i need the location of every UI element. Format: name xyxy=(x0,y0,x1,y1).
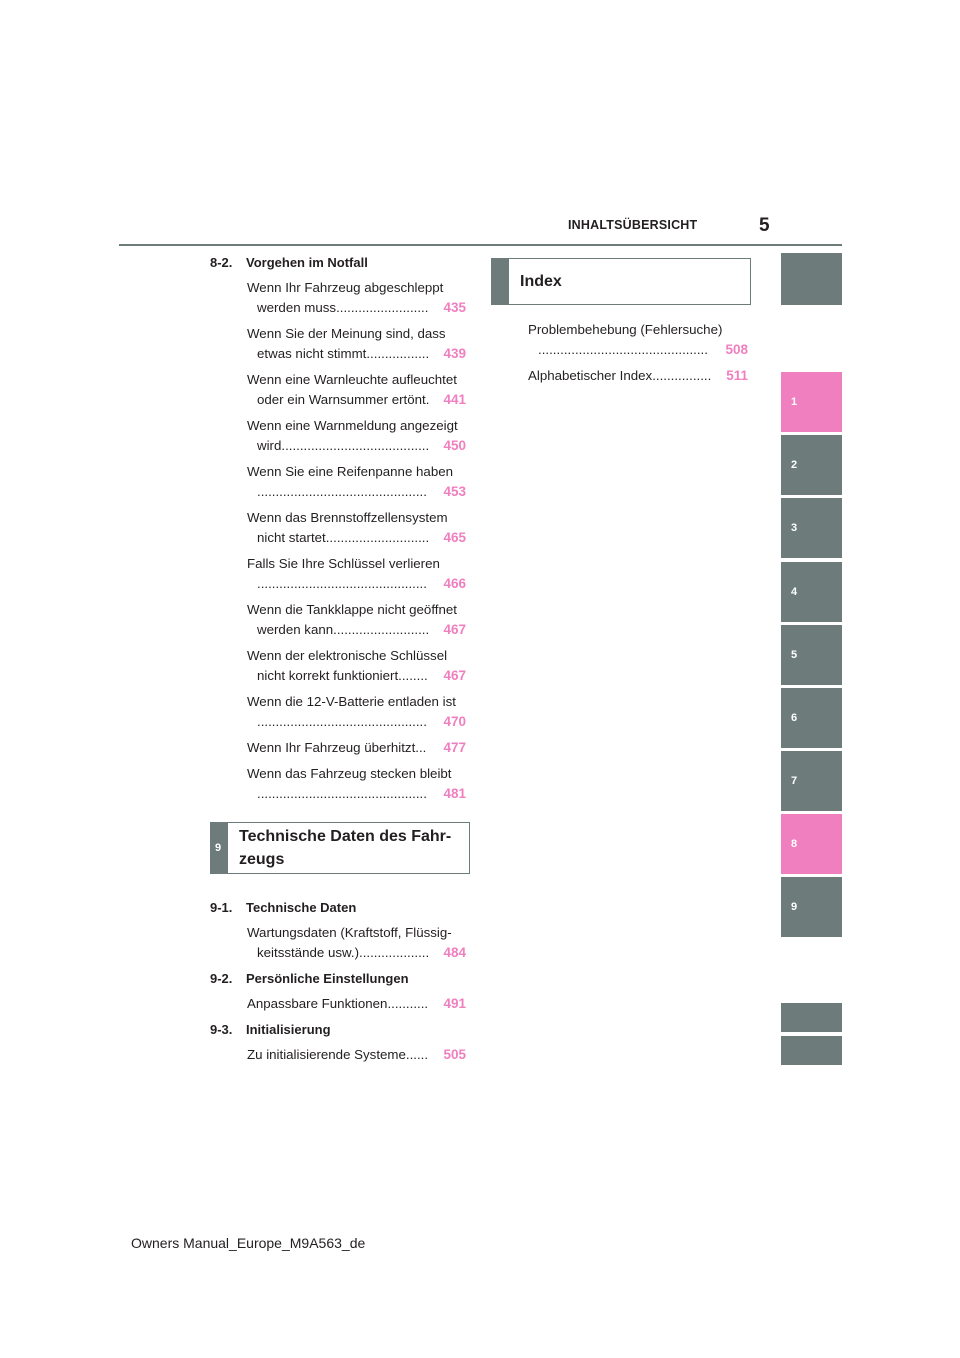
entry-text: Wenn das Brennstoffzellensystem xyxy=(247,510,448,525)
toc-entry[interactable] xyxy=(247,738,466,758)
section-title: Vorgehen im Notfall xyxy=(246,255,368,270)
dot-leader: ................... xyxy=(359,945,430,960)
entry-text: Wenn die Tankklappe nicht geöffnet xyxy=(247,602,457,617)
page-link[interactable]: 491 xyxy=(443,996,466,1011)
toc-entry[interactable] xyxy=(247,994,466,1014)
chapter-number: 9 xyxy=(215,842,222,854)
entry-text-cont: Wenn Ihr Fahrzeug überhitzt xyxy=(247,740,416,755)
chapter-tab-label: 2 xyxy=(791,459,798,471)
dot-leader: .............................................. xyxy=(257,484,427,499)
toc-entry[interactable] xyxy=(247,416,466,456)
dot-leader: ........ xyxy=(398,668,428,683)
entry-text: Problembehebung (Fehlersuche) xyxy=(528,322,723,337)
page-link[interactable]: 484 xyxy=(443,945,466,960)
entry-text-cont: etwas nicht stimmt xyxy=(257,346,367,361)
page-number: 5 xyxy=(759,215,770,236)
section-title: Initialisierung xyxy=(246,1022,331,1037)
dot-leader: ................ xyxy=(652,368,712,383)
header-rule xyxy=(119,244,842,246)
section-number: 9-1. xyxy=(210,900,233,915)
section-number: 8-2. xyxy=(210,255,233,270)
entry-text-cont: nicht korrekt funktioniert xyxy=(257,668,399,683)
entry-text-cont: Anpassbare Funktionen xyxy=(247,996,388,1011)
chapter-tab-8[interactable] xyxy=(781,814,842,874)
chapter-tab-4[interactable] xyxy=(781,562,842,622)
toc-entry[interactable] xyxy=(247,600,466,640)
chapter-tab-blank[interactable] xyxy=(781,1036,842,1065)
entry-text-cont: Alphabetischer Index xyxy=(528,368,653,383)
section-number: 9-2. xyxy=(210,971,233,986)
chapter-tab-9[interactable] xyxy=(781,877,842,937)
section-number: 9-3. xyxy=(210,1022,233,1037)
chapter-title xyxy=(239,825,451,871)
toc-entry[interactable] xyxy=(247,646,466,686)
entry-text-cont: nicht startet xyxy=(257,530,326,545)
toc-entry[interactable] xyxy=(247,462,466,502)
entry-text: Wenn die 12-V-Batterie entladen ist xyxy=(247,694,456,709)
toc-entry[interactable] xyxy=(247,554,466,594)
toc-entry[interactable] xyxy=(247,324,466,364)
chapter-tab-blank[interactable] xyxy=(781,1003,842,1032)
page-link[interactable]: 453 xyxy=(443,484,466,499)
chapter-tab-label: 6 xyxy=(791,712,798,724)
dot-leader: ...... xyxy=(405,1047,429,1062)
dot-leader: .............................................. xyxy=(538,342,708,357)
chapter-tab-label: 7 xyxy=(791,775,798,787)
section-heading xyxy=(210,898,470,917)
chapter-tab-7[interactable] xyxy=(781,751,842,811)
dot-leader: .............................................. xyxy=(257,714,427,729)
chapter-9-marker xyxy=(211,823,228,873)
footer-text: Owners Manual_Europe_M9A563_de xyxy=(131,1235,366,1251)
right-column xyxy=(528,320,750,392)
dot-leader: .............................................. xyxy=(257,786,427,801)
page-link[interactable]: 450 xyxy=(443,438,466,453)
entry-text: Wenn Sie eine Reifenpanne haben xyxy=(247,464,454,479)
entry-text: Wenn eine Warnmeldung angezeigt xyxy=(247,418,458,433)
entry-text: Wartungsdaten (Kraftstoff, Flüssig- xyxy=(247,925,452,940)
chapter-tab-label: 1 xyxy=(791,396,798,408)
index-box xyxy=(491,258,751,305)
page-link[interactable]: 511 xyxy=(726,368,748,383)
entry-text: Wenn Ihr Fahrzeug abgeschleppt xyxy=(247,280,444,295)
dot-leader: ................. xyxy=(366,346,430,361)
entry-text: Falls Sie Ihre Schlüssel verlieren xyxy=(247,556,440,571)
section-heading xyxy=(210,253,470,272)
entry-text-cont: oder ein Warnsummer ertönt xyxy=(257,392,426,407)
toc-entry[interactable] xyxy=(247,370,466,410)
index-title: Index xyxy=(520,273,562,290)
toc-entry[interactable] xyxy=(247,923,466,963)
page-link[interactable]: 477 xyxy=(443,740,466,755)
chapter-title-line1: Technische Daten des Fahr- xyxy=(239,828,452,845)
section-title: Persönliche Einstellungen xyxy=(246,971,409,986)
page-link[interactable]: 465 xyxy=(443,530,466,545)
toc-entry[interactable] xyxy=(528,320,748,360)
chapter-tab-label: 8 xyxy=(791,838,798,850)
dot-leader: ........... xyxy=(387,996,429,1011)
page-link[interactable]: 508 xyxy=(725,342,748,357)
page-link[interactable]: 439 xyxy=(443,346,466,361)
entry-text-cont: keitsstände usw.) xyxy=(257,945,359,960)
chapter-tab-label: 9 xyxy=(791,901,798,913)
chapter-tab-6[interactable] xyxy=(781,688,842,748)
entry-text: Wenn das Fahrzeug stecken bleibt xyxy=(247,766,452,781)
entry-text-cont: werden muss xyxy=(257,300,337,315)
section-heading xyxy=(210,969,470,988)
chapter-tab-label: 4 xyxy=(791,586,798,598)
chapter-title-line2: zeugs xyxy=(239,851,285,868)
entry-text-cont: werden kann xyxy=(257,622,334,637)
toc-entry[interactable] xyxy=(247,1045,466,1065)
page-link[interactable]: 470 xyxy=(443,714,466,729)
entry-text: Wenn eine Warnleuchte aufleuchtet xyxy=(247,372,457,387)
dot-leader: .......................... xyxy=(333,622,430,637)
page-link[interactable]: 441 xyxy=(443,392,466,407)
page-link[interactable]: 505 xyxy=(443,1047,466,1062)
chapter-tab-2[interactable] xyxy=(781,435,842,495)
dot-leader: . xyxy=(425,392,430,407)
entry-text-cont: Zu initialisierende Systeme xyxy=(247,1047,406,1062)
dot-leader: ............................ xyxy=(325,530,430,545)
toc-entry[interactable] xyxy=(247,692,466,732)
toc-entry[interactable] xyxy=(247,508,466,548)
section-title: Technische Daten xyxy=(246,900,357,915)
dot-leader: ... xyxy=(415,740,427,755)
section-heading xyxy=(210,1020,470,1039)
toc-entry[interactable] xyxy=(247,278,466,318)
entry-text-cont: wird xyxy=(257,438,282,453)
index-marker xyxy=(492,259,509,304)
dot-leader: ......................... xyxy=(336,300,429,315)
page-link[interactable]: 467 xyxy=(443,668,466,683)
entry-text: Wenn der elektronische Schlüssel xyxy=(247,648,448,663)
page-link[interactable]: 481 xyxy=(443,786,466,801)
toc-entry[interactable] xyxy=(247,764,466,804)
page-link[interactable]: 467 xyxy=(443,622,466,637)
chapter-tab-3[interactable] xyxy=(781,498,842,558)
chapter-tab-1[interactable] xyxy=(781,372,842,432)
left-column xyxy=(210,253,470,1071)
chapter-tab-label: 3 xyxy=(791,522,798,534)
chapter-tab-5[interactable] xyxy=(781,625,842,685)
page-link[interactable]: 466 xyxy=(443,576,466,591)
chapter-9-box xyxy=(210,822,470,874)
dot-leader: ........................................ xyxy=(281,438,430,453)
page-link[interactable]: 435 xyxy=(443,300,466,315)
chapter-tab-blank[interactable] xyxy=(781,253,842,305)
dot-leader: .............................................. xyxy=(257,576,427,591)
chapter-tab-label: 5 xyxy=(791,649,798,661)
entry-text: Wenn Sie der Meinung sind, dass xyxy=(247,326,446,341)
toc-entry[interactable] xyxy=(528,366,748,386)
header-title: INHALTSÜBERSICHT xyxy=(568,218,698,232)
